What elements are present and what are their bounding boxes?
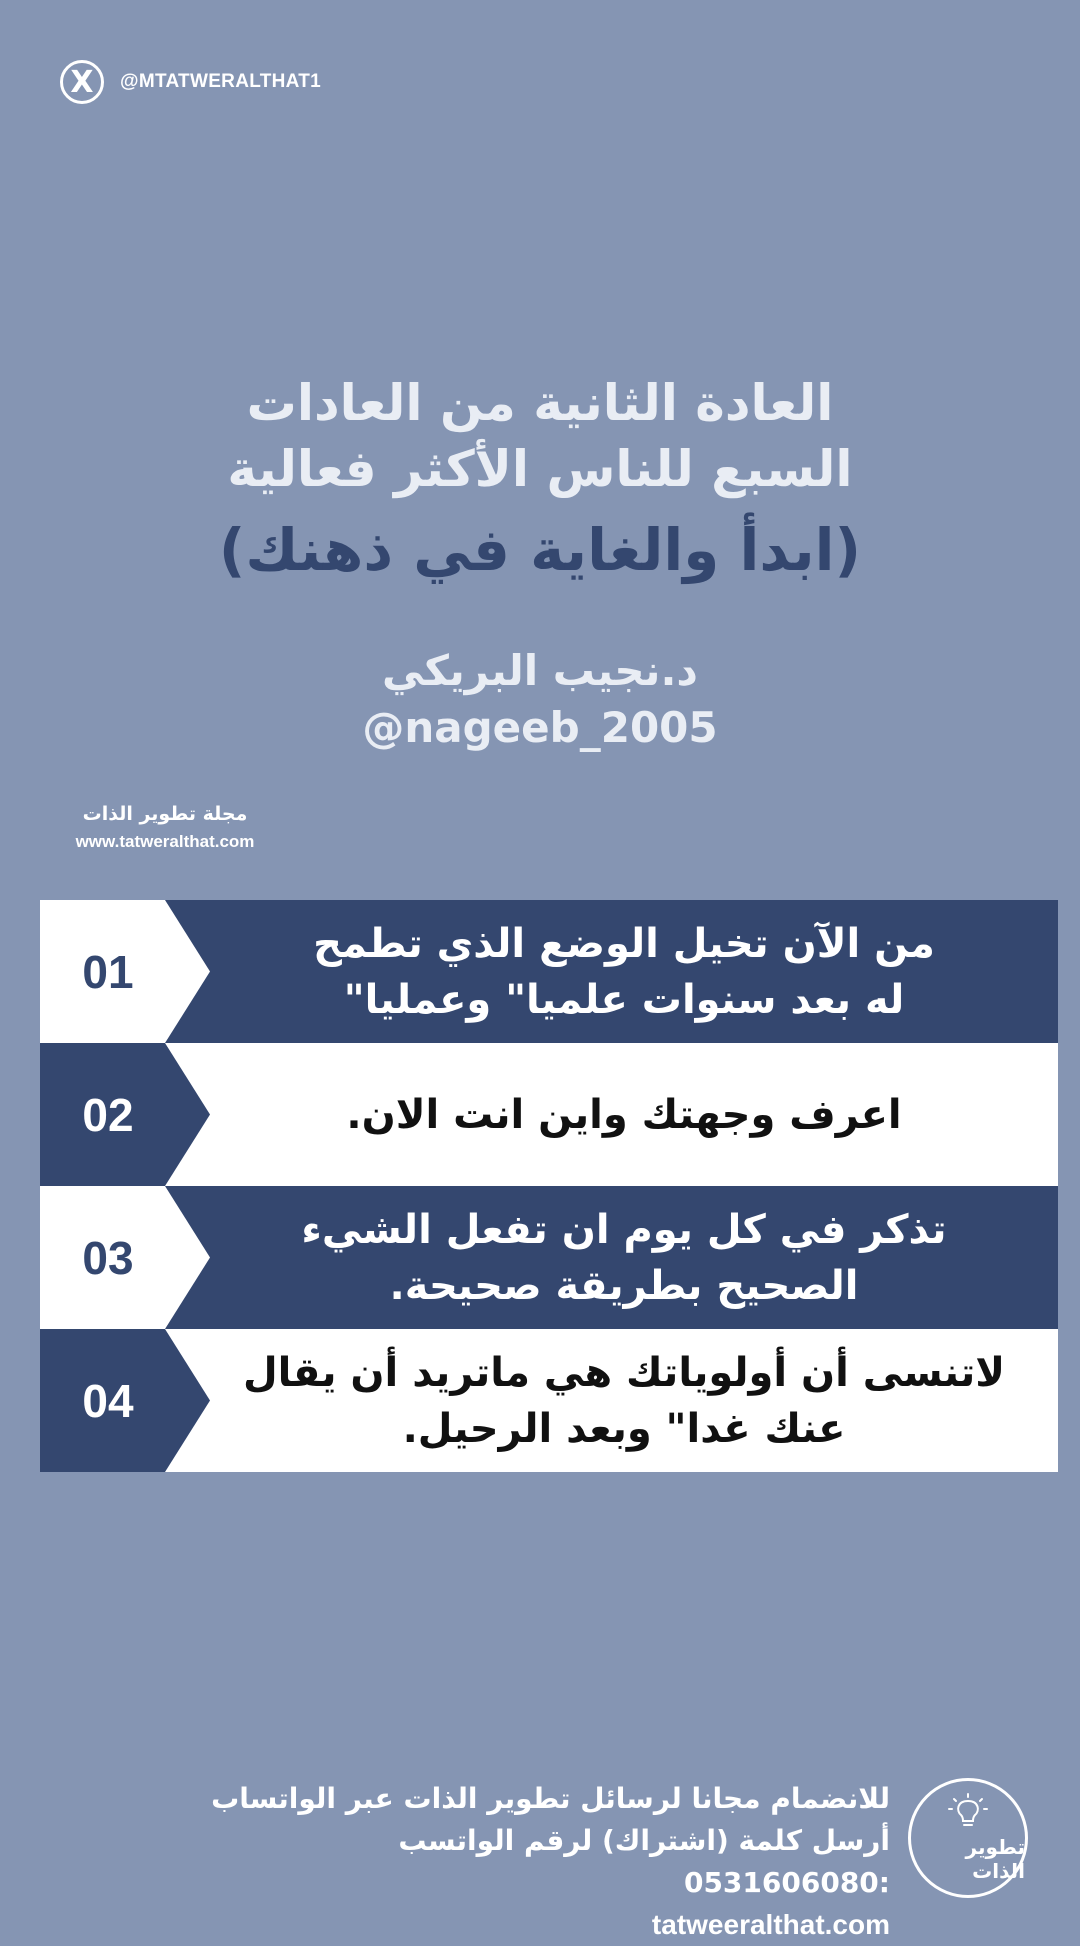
logo-label: تطوير الذات [965, 1835, 1025, 1883]
item-text-line-1: اعرف وجهتك واين انت الان. [346, 1091, 902, 1138]
item-text [220, 1329, 1028, 1472]
number-badge [40, 1329, 210, 1472]
footer-line-2: أرسل كلمة (اشتراك) لرقم الواتسب :0531606080 [398, 1824, 890, 1899]
item-text-line-2: عنك غدا" وبعد الرحيل. [402, 1405, 846, 1452]
number-badge [40, 1186, 210, 1329]
footer-text [190, 1778, 890, 1946]
item-number: 04 [82, 1374, 134, 1427]
list-item [40, 1043, 1058, 1186]
list-item [40, 1186, 1058, 1329]
item-text-line-2: الصحيح بطريقة صحيحة. [389, 1262, 859, 1309]
habit-list [40, 900, 1058, 1472]
item-number: 02 [82, 1088, 134, 1141]
item-text [220, 1043, 1028, 1186]
x-handle[interactable] [60, 60, 321, 104]
number-badge [40, 1043, 210, 1186]
number-badge [40, 900, 210, 1043]
magazine-credit [55, 800, 275, 856]
item-number: 01 [82, 945, 134, 998]
author-handle: @nageeb_2005 [362, 703, 718, 752]
account-handle: @MTATWERALTHAT1 [120, 71, 322, 92]
footer-line-1: للانضمام مجانا لرسائل تطوير الذات عبر الواتساب [211, 1782, 890, 1815]
item-text [220, 900, 1028, 1043]
title-line-1: العادة الثانية من العادات [246, 374, 834, 432]
title-line-2: السبع للناس الأكثر فعالية [227, 440, 853, 498]
magazine-name: مجلة تطوير الذات [82, 803, 248, 825]
list-item [40, 900, 1058, 1043]
magazine-url: www.tatweralthat.com [75, 832, 255, 851]
item-text-line-1: من الآن تخيل الوضع الذي تطمح [313, 920, 935, 967]
item-number: 03 [82, 1231, 134, 1284]
subtitle: (ابدأ والغاية في ذهنك) [218, 516, 862, 584]
list-item [40, 1329, 1058, 1472]
lightbulb-icon [946, 1793, 990, 1833]
x-logo-icon: X [60, 60, 104, 104]
brand-logo [908, 1778, 1028, 1898]
title-block [0, 370, 1080, 752]
item-text [220, 1186, 1028, 1329]
footer-url[interactable]: tatweeralthat.com [651, 1909, 890, 1940]
item-text-line-1: تذكر في كل يوم ان تفعل الشيء [301, 1206, 947, 1253]
item-text-line-1: لاتنسى أن أولوياتك هي ماتريد أن يقال [242, 1349, 1006, 1396]
author-name: د.نجيب البريكي [382, 646, 698, 695]
item-text-line-2: له بعد سنوات علميا" وعمليا" [343, 976, 905, 1023]
